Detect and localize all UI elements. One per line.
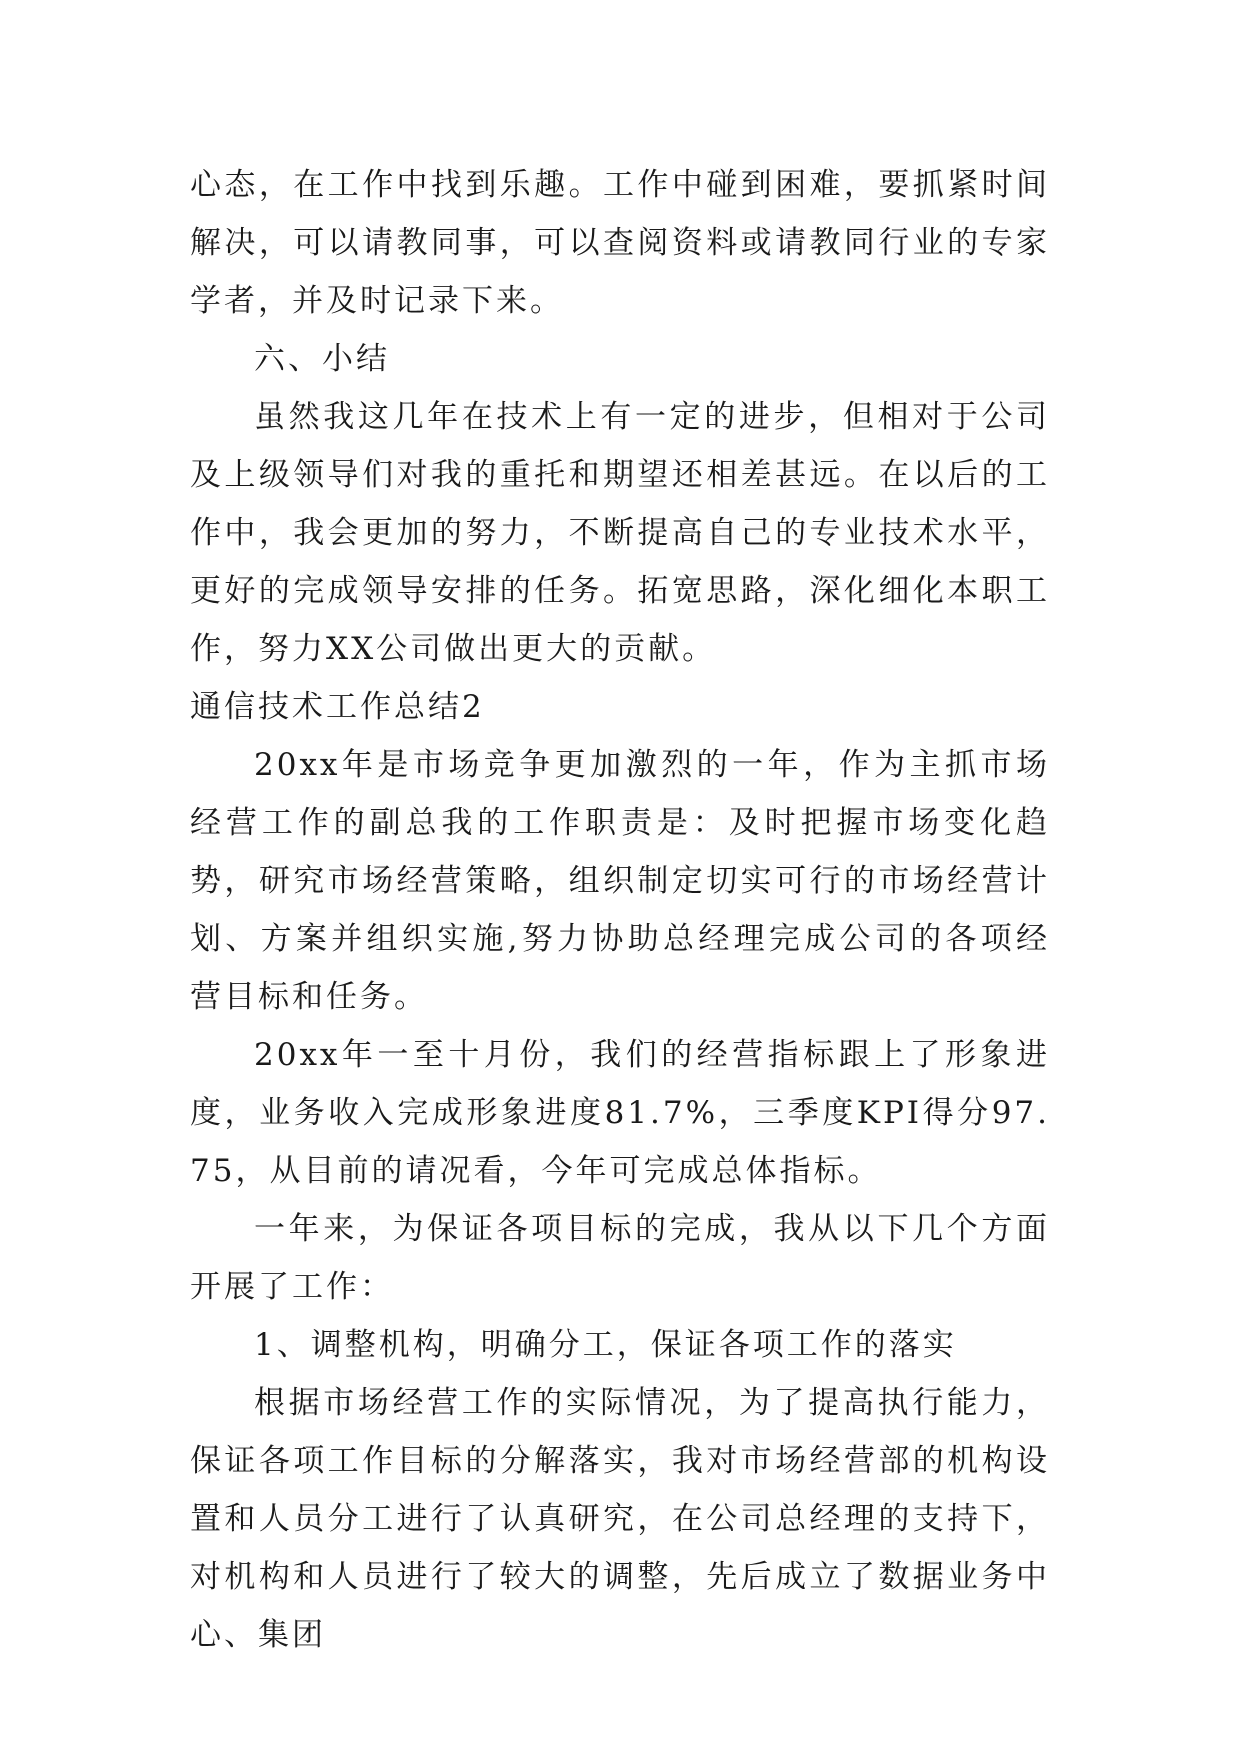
paragraph-intro: 20xx年是市场竞争更加激烈的一年，作为主抓市场经营工作的副总我的工作职责是：及时把握市场变化趋势，研究市场经营策略，组织制定切实可行的市场经营计划、方案并组织实施,努力协助总经理完成公司的各项经营目标和任务。 [190,747,1050,1015]
section-heading-summary: 六、小结 [254,341,390,377]
paragraph-indicators: 20xx年一至十月份，我们的经营指标跟上了形象进度，业务收入完成形象进度81.7%，三季度KPI得分97.75，从目前的请况看，今年可完成总体指标。 [190,1037,1050,1189]
paragraph-restructure: 根据市场经营工作的实际情况，为了提高执行能力，保证各项工作目标的分解落实，我对市场经营部的机构设置和人员分工进行了认真研究，在公司总经理的支持下，对机构和人员进行了较大的调整，先后成立了数据业务中心、集团 [190,1385,1050,1653]
paragraph-summary: 虽然我这几年在技术上有一定的进步，但相对于公司及上级领导们对我的重托和期望还相差甚远。在以后的工作中，我会更加的努力，不断提高自己的专业技术水平，更好的完成领导安排的任务。拓宽思路，深化细化本职工作，努力XX公司做出更大的贡献。 [190,399,1050,667]
paragraph-continuation: 心态，在工作中找到乐趣。工作中碰到困难，要抓紧时间解决，可以请教同事，可以查阅资料或请教同行业的专家学者，并及时记录下来。 [190,167,1050,319]
document-title: 通信技术工作总结2 [190,689,485,725]
section-heading-1: 1、调整机构，明确分工，保证各项工作的落实 [254,1327,957,1363]
document-body [190,156,1050,1664]
paragraph-overview: 一年来，为保证各项目标的完成，我从以下几个方面开展了工作： [190,1211,1050,1305]
